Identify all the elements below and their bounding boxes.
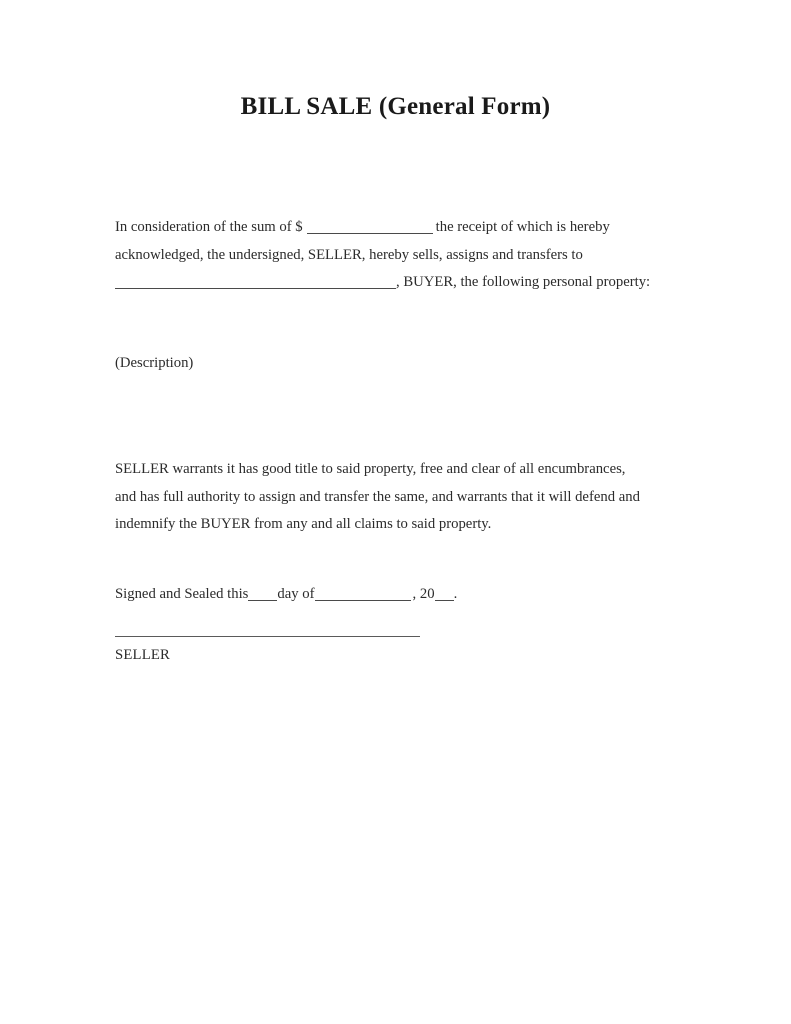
consideration-text-after-amount: the receipt of which is hereby <box>435 219 610 235</box>
execution-date-line <box>115 581 675 609</box>
warranty-line-2: and has full authority to assign and transfer the same, and warrants that it will defend and <box>115 488 640 505</box>
execution-suffix-text: . <box>453 586 458 602</box>
execution-prefix-text: Signed and Sealed this <box>115 586 249 602</box>
execution-date-text <box>115 581 675 609</box>
year-fill-in-blank[interactable] <box>435 589 454 601</box>
execution-year-prefix-text: , 20 <box>412 586 435 602</box>
execution-mid-text: day of <box>277 586 315 602</box>
seller-signature-label: SELLER <box>115 647 171 663</box>
amount-fill-in-blank[interactable] <box>307 222 433 234</box>
warranty-line-1: SELLER warrants it has good title to said property, free and clear of all encumbrances, <box>115 461 626 477</box>
warranty-paragraph <box>115 456 681 539</box>
consideration-text-line-2: acknowledged, the undersigned, SELLER, hereby sells, assigns and transfers to <box>115 246 583 263</box>
description-label: (Description) <box>115 355 194 371</box>
description-section <box>115 350 675 378</box>
consideration-line-2 <box>115 242 675 270</box>
day-fill-in-blank[interactable] <box>248 589 277 601</box>
consideration-text-before-amount: In consideration of the sum of $ <box>115 219 303 235</box>
consideration-paragraph <box>115 214 675 297</box>
consideration-line-3 <box>115 269 675 297</box>
page-title: BILL SALE (General Form) <box>240 93 551 120</box>
consideration-text-after-buyer: , BUYER, the following personal property: <box>396 274 651 290</box>
consideration-line-1 <box>115 214 675 242</box>
buyer-name-fill-in-blank[interactable] <box>115 277 396 289</box>
seller-signature-line[interactable] <box>115 636 420 637</box>
month-fill-in-blank[interactable] <box>315 589 411 601</box>
signature-block <box>115 636 675 665</box>
warranty-line-3: indemnify the BUYER from any and all claims to said property. <box>115 516 492 532</box>
